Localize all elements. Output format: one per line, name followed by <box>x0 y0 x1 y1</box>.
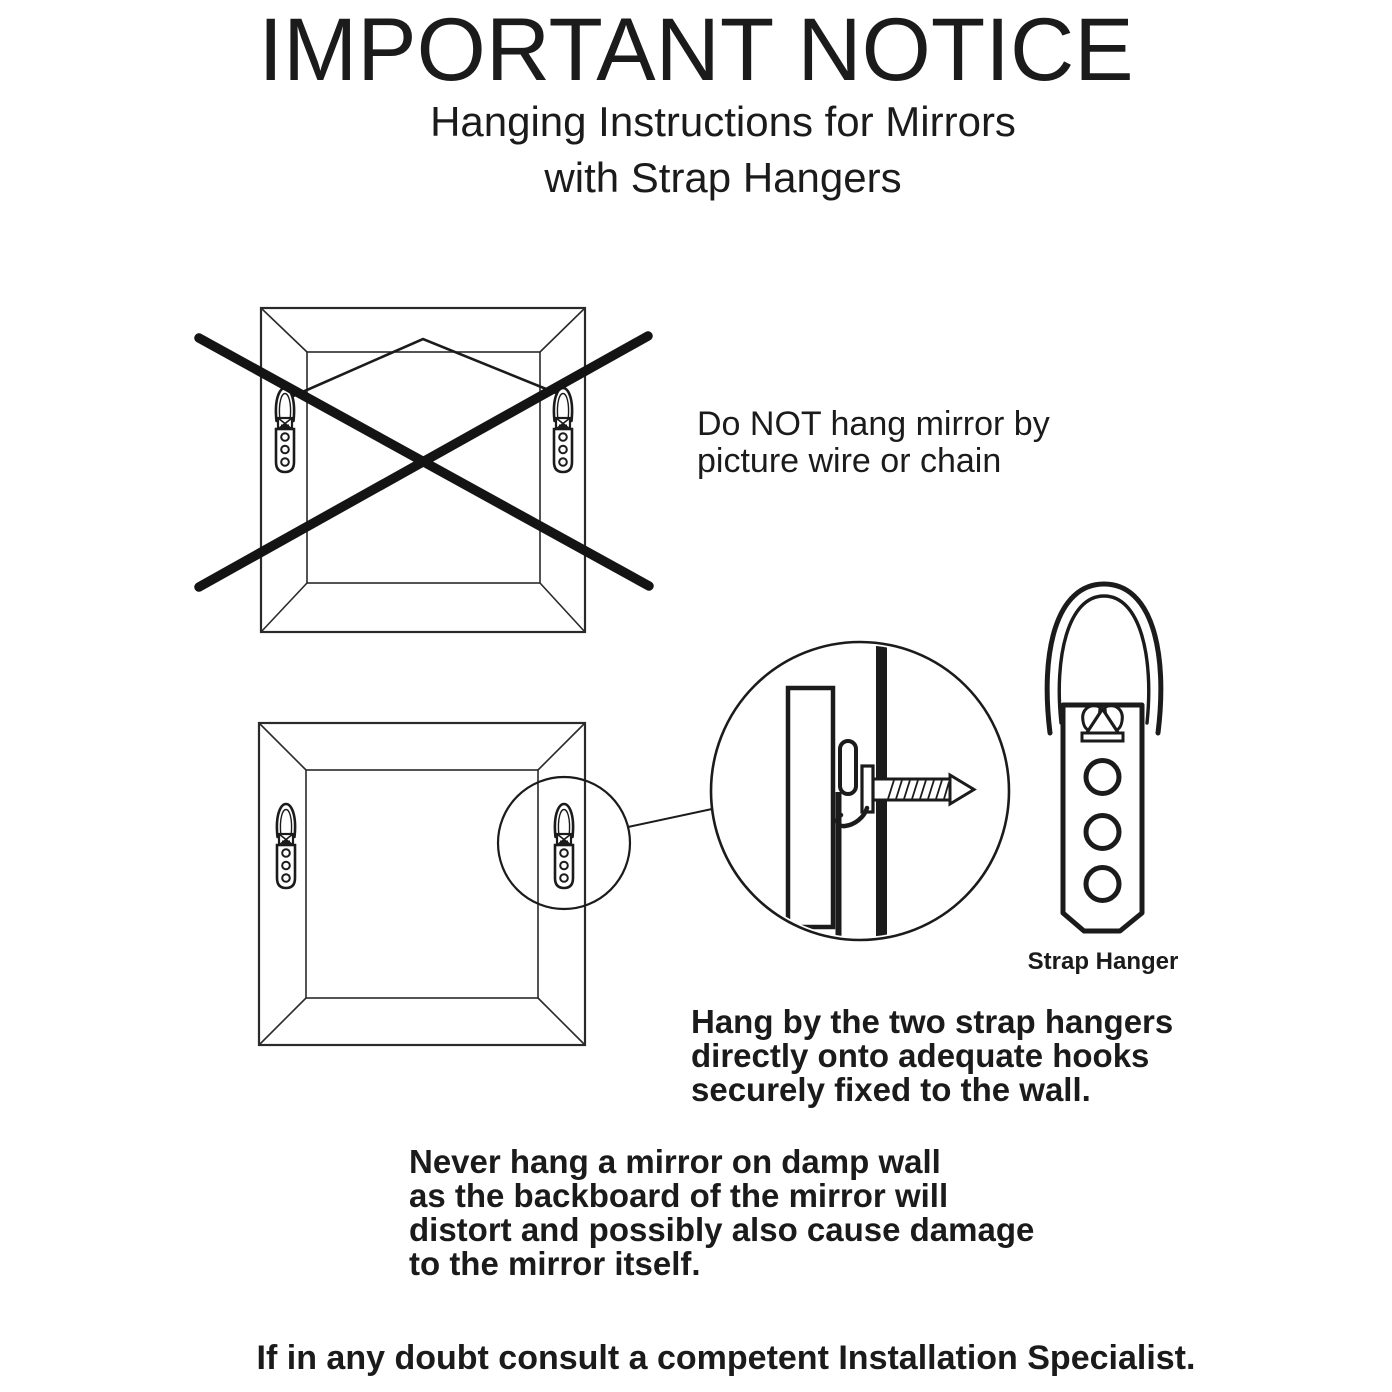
strap-hanger-small-right <box>555 804 573 888</box>
footer-advice: If in any doubt consult a competent Installation Specialist. <box>256 1339 1196 1377</box>
page-title: IMPORTANT NOTICE <box>258 0 1134 99</box>
subtitle-line-1: Hanging Instructions for Mirrors <box>430 98 1016 145</box>
strap-hanger-small-left <box>276 388 294 472</box>
subtitle-line-2: with Strap Hangers <box>544 154 902 201</box>
strap-hanger-small-left <box>277 804 295 888</box>
note-damp-wall: Never hang a mirror on damp wall as the backboard of the mirror will distort and possibly also cause damage to the mirror itself. <box>409 1143 1035 1282</box>
note-no-wire: Do NOT hang mirror by picture wire or chain <box>697 405 1050 480</box>
strap-hanger-figure <box>1047 584 1161 931</box>
hanger-hole <box>1086 816 1119 849</box>
mirror-frame <box>259 723 585 1045</box>
hanger-hole <box>1086 761 1119 794</box>
hanger-crimp <box>1082 706 1123 741</box>
hanger-hole <box>1086 868 1119 901</box>
picture-wire <box>291 339 561 397</box>
page-subtitle <box>430 94 1016 206</box>
crossed-mirror-figure <box>199 308 649 632</box>
hanger-loop-side <box>840 741 856 794</box>
hook-detail-magnifier <box>711 640 1009 950</box>
callout-connector-line <box>628 809 712 827</box>
note-hang-by-straps: Hang by the two strap hangers directly onto adequate hooks securely fixed to the wall. <box>691 1003 1174 1108</box>
frame-cross-section <box>788 688 833 927</box>
prohibition-x-icon <box>199 336 649 587</box>
strap-hanger-label: Strap Hanger <box>1027 948 1179 975</box>
strap-hanger-small-right <box>554 388 572 472</box>
mirror-frame <box>261 308 585 632</box>
strap-mirror-figure <box>259 723 712 1045</box>
